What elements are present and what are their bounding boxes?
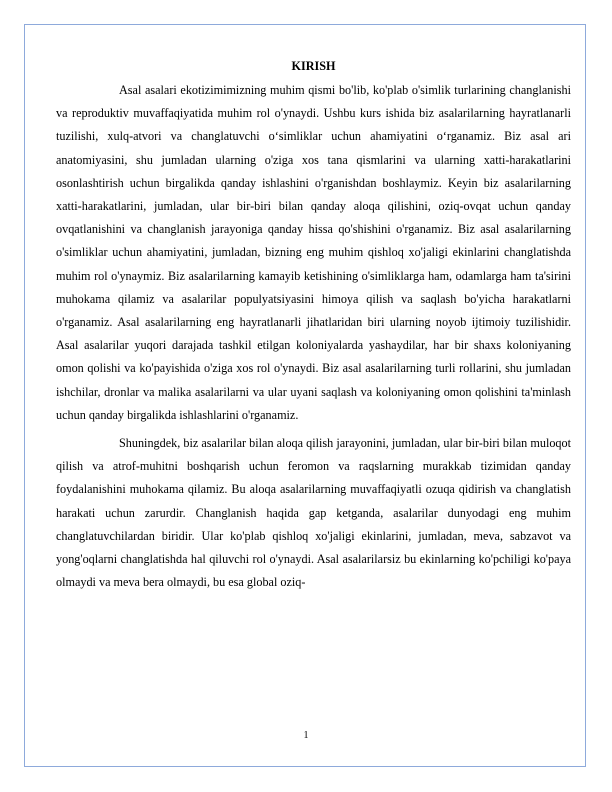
document-body: [56, 56, 571, 594]
paragraph-1: Asal asalari ekotizimimizning muhim qismi bo'lib, ko'plab o'simlik turlarining changlanishi va reproduktiv muvaffaqiyatida muhim rol o'ynaydi. Ushbu kurs ishida biz asalarilarning hayratlanarli tuzilishi, xulq-atvori va changlatuvchi o‘simliklar uchun ahamiyatini o‘rganamiz. Biz asal ari anatomiyasini, shu jumladan ularning o'ziga xos tana qismlarini va ularning xatti-harakatlarini osonlashtirish uchun birgalikda qanday ishlashini o'rganishdan boshlaymiz. Keyin biz asalarilarning xatti-harakatlarini, jumladan, ular bir-biri bilan qanday aloqa qilishini, oziq-ovqat uchun qanday ovqatlanishini va changlanish jarayoniga qanday hissa qo'shishini o'rganamiz. Biz asal asalarilarning o'simliklar uchun ahamiyatini, jumladan, bizning eng muhim qishloq xo'jaligi ekinlarini changlatishda muhim rol o'ynaymiz. Biz asalarilarning kamayib ketishining o'simliklarga ham, odamlarga ham ta'sirini muhokama qilamiz va asalarilar populyatsiyasini himoya qilish va saqlash bo'yicha harakatlarni o'rganamiz. Asal asalarilarning eng hayratlanarli jihatlaridan biri ularning noyob ijtimoiy tuzilishidir. Asal asalarilar yuqori darajada tashkil etilgan koloniyalarda yashaydilar, har bir shaxs koloniyaning omon qolishi va ko'payishida o'ziga xos rol o'ynaydi. Biz asal asalarilarning turli rollarini, shu jumladan ishchilar, dronlar va malika asalarilarni va ular uyani saqlash va koloniyaning omon qolishini ta'minlash uchun qanday birgalikda ishlashlarini o'rganamiz.: [56, 83, 571, 422]
page-number: 1: [303, 730, 309, 741]
document-title: KIRISH: [291, 59, 336, 73]
paragraph-2: Shuningdek, biz asalarilar bilan aloqa qilish jarayonini, jumladan, ular bir-biri bilan muloqot qilish va atrof-muhitni boshqarish uchun feromon va raqslarning murakkab tizimidan qanday foydalanishini muhokama qilamiz. Bu aloqa asalarilarning muvaffaqiyatli ozuqa qidirish va changlatish harakati uchun zarurdir. Changlanish haqida gap ketganda, asalarilar dunyodagi eng muhim changlatuvchilardan biridir. Ular ko'plab qishloq xo'jaligi ekinlarini, jumladan, meva, sabzavot va yong'oqlarni changlatishda hal qiluvchi rol o'ynaydi. Asal asalarilarsiz bu ekinlarning ko'pchiligi ko'paya olmaydi va meva bera olmaydi, bu esa global oziq-: [56, 436, 571, 590]
